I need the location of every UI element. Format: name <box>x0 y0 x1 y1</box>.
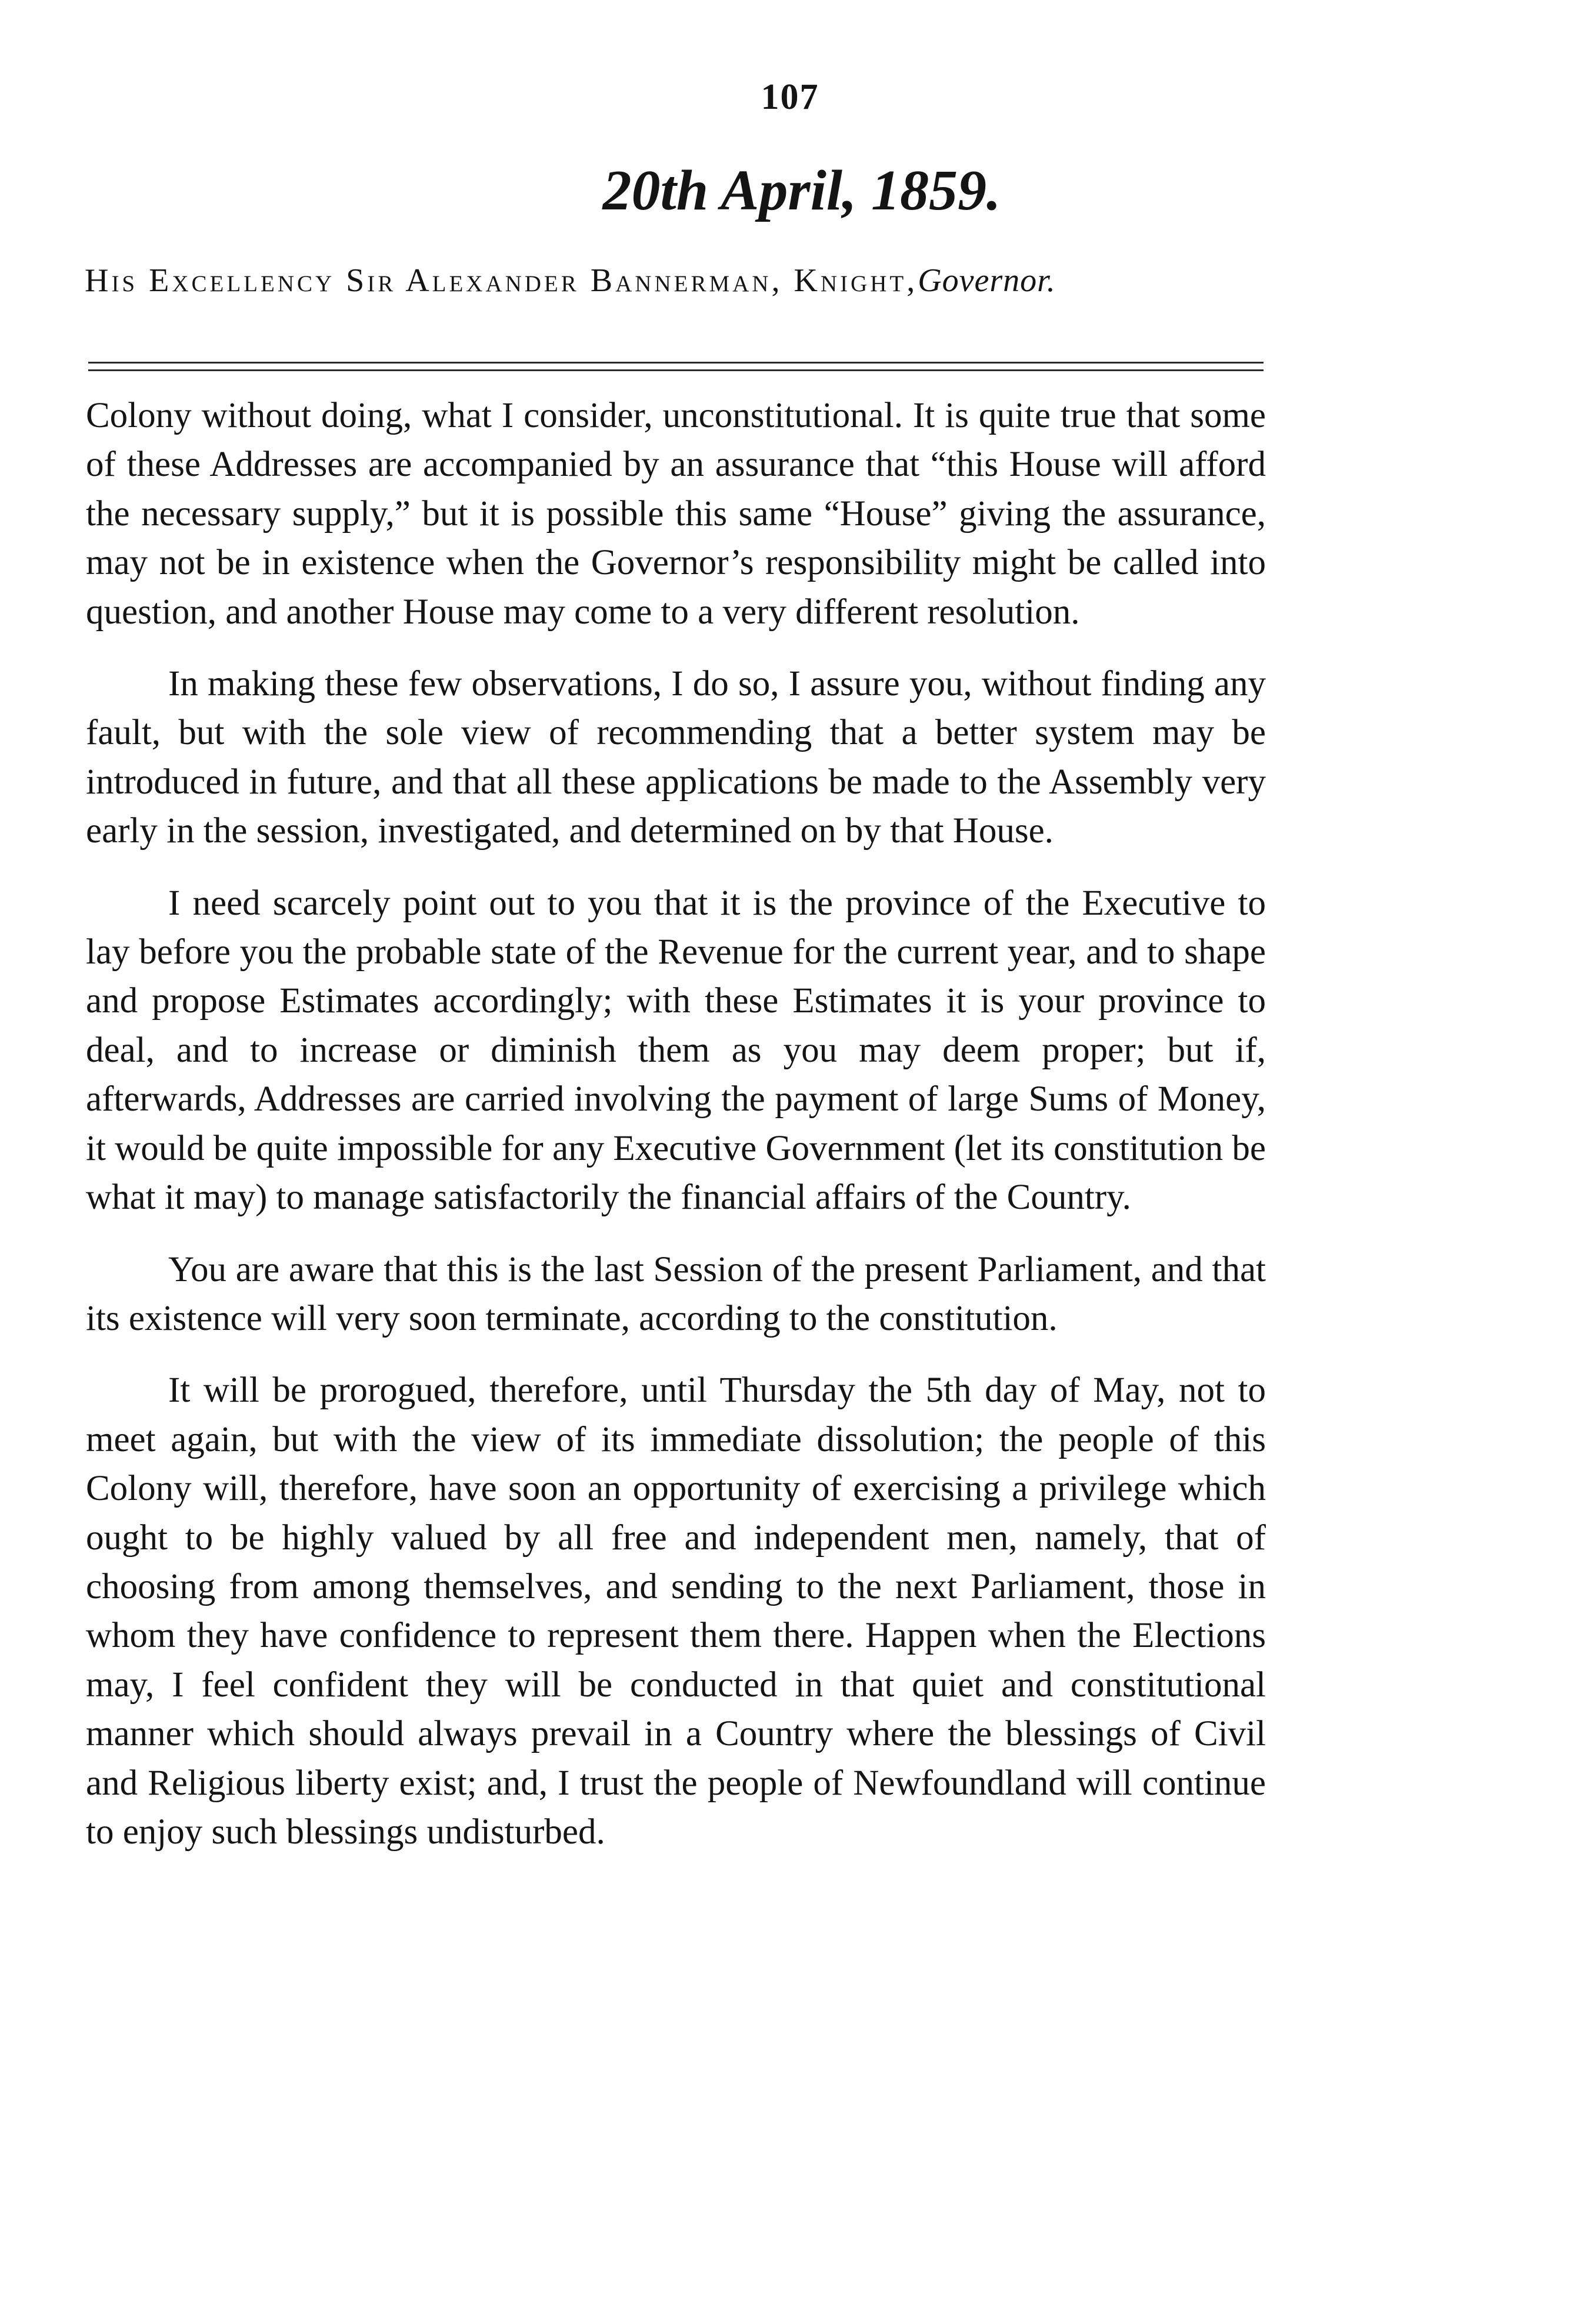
paragraph: You are aware that this is the last Session of the present Parliament, and that its existence will very soon terminate, according to the constitution. <box>86 1249 1266 1338</box>
page-number: 107 <box>761 77 819 117</box>
paragraph: It will be prorogued, therefore, until Thursday the 5th day of May, not to meet again, but with the view of its immediate dissolution; the people of this Colony will, therefore, have soon an opportunity of exercising a privilege which ought to be highly valued by all free and independent men, namely, that of choosing from among themselves, and sending to the next Parliament, those in whom they have confidence to represent them there. Happen when the Elections may, I feel confident they will be conducted in that quiet and constitutional manner which should always prevail in a Country where the blessings of Civil and Religious liberty exist; and, I trust the people of Newfoundland will continue to enjoy such blessings undisturbed. <box>86 1371 1266 1852</box>
double-rule-divider <box>88 362 1264 371</box>
paragraph-continued: Colony without doing, what I consider, unconstitutional. It is quite true that some of these Addresses are accompanied by an assurance that “this House will afford the necessary supply,” but it is possible this same “House” giving the assurance, may not be in existence when the Governor’s responsibility might be called into question, and another House may come to a very different resolution. <box>86 396 1266 632</box>
governor-title: Governor. <box>918 262 1056 299</box>
governor-line <box>85 262 1261 299</box>
governor-name: His Excellency Sir Alexander Bannerman, Knight, <box>85 262 918 299</box>
body-text <box>86 391 1266 1879</box>
date-heading: 20th April, 1859. <box>602 159 1001 222</box>
paragraph: In making these few observations, I do so, I assure you, without finding any fault, but with the sole view of recommending that a better system may be introduced in future, and that all these applications be made to the Assembly very early in the session, investigated, and determined on by that House. <box>86 664 1266 851</box>
paragraph: I need scarcely point out to you that it is the province of the Executive to lay before you the probable state of the Revenue for the current year, and to shape and propose Estimates accordingly; with these Estimates it is your province to deal, and to increase or diminish them as you may deem proper; but if, afterwards, Addresses are carried involving the payment of large Sums of Money, it would be quite impossible for any Executive Government (let its constitution be what it may) to manage satisfactorily the financial affairs of the Country. <box>86 883 1266 1218</box>
